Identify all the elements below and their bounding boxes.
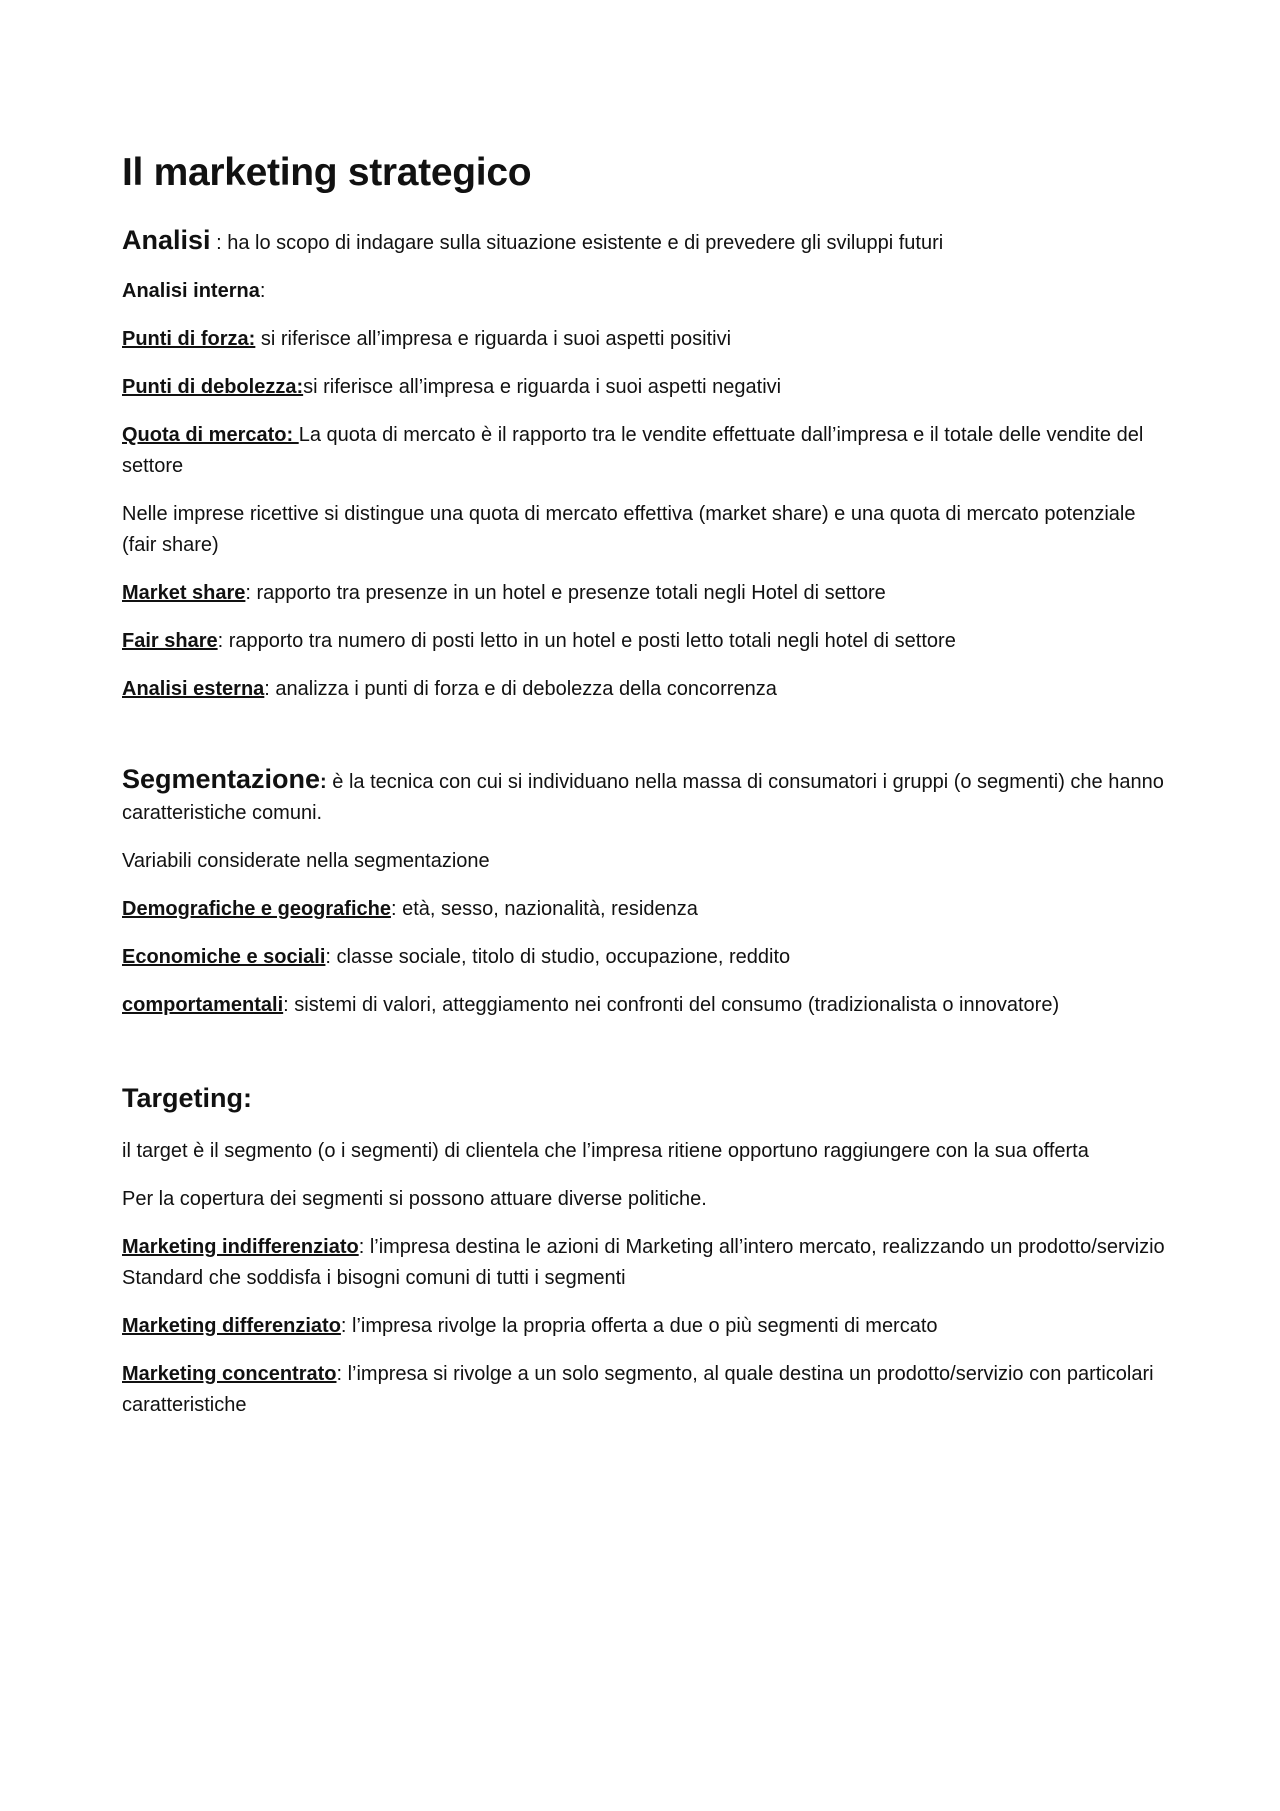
punti-di-forza-paragraph [122, 324, 1172, 355]
definition-text: : età, sesso, nazionalità, residenza [390, 897, 698, 920]
market-share-paragraph [122, 578, 1172, 609]
definition-text: : l’impresa si rivolge a un solo segmento, al quale destina un prodotto/servizio con particolari caratteristiche [122, 1363, 1154, 1417]
demografiche-paragraph [122, 894, 1172, 925]
targeting-heading [122, 1082, 1172, 1114]
definition-text: : rapporto tra numero di posti letto in un hotel e posti letto totali negli hotel di settore [217, 629, 956, 652]
imprese-ricettive-paragraph: Nelle imprese ricettive si distingue una quota di mercato effettiva (market share) e una quota di mercato potenziale (fair share) [122, 502, 1136, 556]
analisi-text: : ha lo scopo di indagare sulla situazione esistente e di prevedere gli sviluppi futuri [210, 231, 944, 254]
politiche-paragraph: Per la copertura dei segmenti si possono attuare diverse politiche. [122, 1188, 707, 1211]
analisi-interna-suffix: : [259, 279, 266, 302]
definition-text: La quota di mercato è il rapporto tra le vendite effettuate dall’impresa e il totale delle vendite del settore [122, 423, 1144, 477]
definition-text: si riferisce all’impresa e riguarda i suoi aspetti positivi [255, 327, 732, 350]
page-title: Il marketing strategico [122, 151, 532, 194]
section-spacer [122, 722, 1172, 764]
analisi-esterna-paragraph [122, 674, 1172, 705]
quota-di-mercato-paragraph [122, 420, 1172, 482]
analisi-paragraph [122, 225, 1172, 259]
analisi-interna-label: Analisi interna [122, 279, 260, 302]
variabili-paragraph: Variabili considerate nella segmentazione [122, 849, 490, 872]
definition-text: si riferisce all’impresa e riguarda i suoi aspetti negativi [303, 375, 782, 398]
targeting-heading-text: Targeting [122, 1082, 243, 1113]
fair-share-paragraph [122, 626, 1172, 657]
analisi-interna-paragraph [122, 276, 1172, 307]
definition-term: Punti di forza: [122, 327, 256, 350]
analisi-heading: Analisi [122, 224, 211, 255]
definition-text: : rapporto tra presenze in un hotel e presenze totali negli Hotel di settore [245, 581, 886, 604]
segmentazione-paragraph [122, 764, 1172, 829]
definition-text: : classe sociale, titolo di studio, occupazione, reddito [325, 945, 791, 968]
definition-text: : analizza i punti di forza e di debolezza della concorrenza [264, 677, 777, 700]
marketing-indifferenziato-paragraph [122, 1232, 1172, 1294]
segmentazione-colon: : [320, 770, 327, 793]
definition-text: : l’impresa rivolge la propria offerta a due o più segmenti di mercato [340, 1315, 938, 1338]
comportamentali-paragraph [122, 990, 1172, 1021]
targeting-colon: : [243, 1082, 252, 1113]
section-spacer [122, 1038, 1172, 1082]
definition-term: Marketing differenziato [122, 1315, 341, 1338]
segmentazione-heading: Segmentazione [122, 763, 321, 794]
definition-term: Demografiche e geografiche [122, 897, 391, 920]
marketing-concentrato-paragraph [122, 1359, 1172, 1421]
definition-term: comportamentali [122, 993, 284, 1016]
punti-di-debolezza-paragraph [122, 372, 1172, 403]
definition-text: : sistemi di valori, atteggiamento nei confronti del consumo (tradizionalista o innovatore) [283, 993, 1060, 1016]
definition-term: Marketing indifferenziato [122, 1236, 359, 1259]
definition-term: Quota di mercato: [122, 423, 299, 446]
definition-term: Analisi esterna [122, 677, 265, 700]
economiche-paragraph [122, 942, 1172, 973]
marketing-differenziato-paragraph [122, 1311, 1172, 1342]
definition-term: Marketing concentrato [122, 1363, 337, 1386]
target-definition-paragraph: il target è il segmento (o i segmenti) di clientela che l’impresa ritiene opportuno raggiungere con la sua offerta [122, 1140, 1089, 1163]
definition-term: Fair share [122, 629, 218, 652]
definition-text: : l’impresa destina le azioni di Marketing all’intero mercato, realizzando un prodotto/servizio Standard che soddisfa i bisogni comuni di tutti i segmenti [122, 1236, 1165, 1290]
definition-term: Punti di debolezza: [122, 375, 304, 398]
definition-term: Market share [122, 581, 246, 604]
definition-term: Economiche e sociali [122, 945, 326, 968]
document-page [122, 150, 1172, 1438]
segmentazione-text: è la tecnica con cui si individuano nella massa di consumatori i gruppi (o segmenti) che hanno caratteristiche comuni. [122, 770, 1164, 824]
